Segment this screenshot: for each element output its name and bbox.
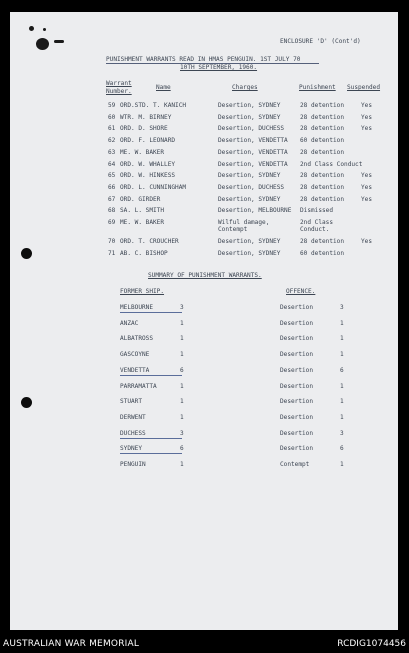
summary-ship: DUCHESS [120, 429, 146, 437]
summary-offence-count: 3 [340, 304, 344, 311]
summary-ship-count: 1 [180, 319, 184, 327]
warrant-charges: Desertion, SYDNEY [218, 172, 281, 180]
summary-offence: Desertion [280, 351, 314, 359]
summary-offence-count: 1 [340, 351, 344, 359]
summary-offence: Desertion [280, 398, 314, 406]
summary-col-ship: FORMER SHIP. [120, 288, 165, 295]
warrant-punishment-cont: Conduct. [300, 226, 330, 233]
ink-underline [120, 453, 182, 454]
warrant-number: 60 [108, 113, 116, 121]
summary-offence: Desertion [280, 366, 314, 374]
warrant-punishment: Dismissed [300, 207, 334, 215]
col-punishment: Punishment [299, 84, 336, 91]
warrant-number: 69 [108, 219, 116, 226]
warrant-name: ORD. L. CUNNINGHAM [120, 183, 187, 191]
warrant-charges: Desertion, VENDETTA [218, 148, 288, 156]
ink-speck [29, 26, 34, 31]
warrant-charges: Desertion, DUCHESS [218, 183, 285, 191]
warrant-charges: Desertion, DUCHESS [218, 125, 285, 133]
ink-underline [120, 438, 182, 439]
summary-offence-count: 1 [340, 461, 344, 468]
warrant-name: AB. C. BISHOP [120, 249, 168, 257]
col-number: Number. [106, 88, 132, 95]
summary-row [10, 430, 398, 438]
warrant-punishment: 2nd Class [300, 219, 334, 226]
footer-source: AUSTRALIAN WAR MEMORIAL [3, 639, 140, 649]
summary-offence-count: 3 [340, 429, 344, 437]
warrant-row [10, 219, 398, 233]
summary-offence: Desertion [280, 445, 314, 453]
enclosure-label: ENCLOSURE 'D' (Cont'd) [280, 38, 361, 45]
ink-underline [120, 375, 182, 376]
footer-record-id: RCDIG1074456 [337, 639, 406, 649]
warrant-number: 68 [108, 207, 116, 215]
document-title-line2: 10TH SEPTEMBER, 1960. [180, 64, 258, 71]
summary-row [10, 445, 398, 453]
summary-ship: MELBOURNE [120, 304, 154, 311]
summary-row [10, 320, 398, 328]
warrant-suspended: Yes [361, 102, 373, 109]
ink-speck [43, 28, 46, 31]
summary-ship: ANZAC [120, 319, 139, 327]
summary-ship: VENDETTA [120, 366, 150, 374]
warrant-row [10, 149, 398, 157]
summary-ship-count: 1 [180, 335, 184, 343]
summary-ship: STUART [120, 398, 143, 406]
col-suspended: Suspended [347, 84, 381, 91]
warrant-row [10, 207, 398, 215]
warrant-number: 64 [108, 160, 116, 168]
summary-ship: PARRAMATTA [120, 382, 157, 390]
warrant-name: ME. W. BAKER [120, 148, 165, 156]
summary-ship-count: 3 [180, 304, 184, 311]
summary-ship: SYDNEY [120, 445, 143, 453]
warrant-punishment: 28 detention [300, 183, 345, 191]
warrant-name: ORD.STD. T. KANICH [120, 102, 187, 109]
warrant-number: 66 [108, 183, 116, 191]
warrant-punishment: 28 detention [300, 172, 345, 180]
warrant-row [10, 125, 398, 133]
summary-row [10, 398, 398, 406]
summary-ship: DERWENT [120, 413, 146, 421]
warrant-charges: Desertion, SYDNEY [218, 238, 281, 245]
warrant-suspended: Yes [361, 113, 373, 121]
summary-ship-count: 6 [180, 445, 184, 453]
summary-offence: Desertion [280, 319, 314, 327]
summary-row [10, 461, 398, 469]
warrant-name: ORD. W. HINKESS [120, 172, 176, 180]
warrant-charges: Desertion, SYDNEY [218, 113, 281, 121]
warrant-name: WTR. M. BIRNEY [120, 113, 172, 121]
warrant-name: ORD. GIRDER [120, 195, 161, 203]
ink-speck [54, 40, 64, 43]
summary-offence: Desertion [280, 304, 314, 311]
warrant-punishment: 28 detention [300, 102, 345, 109]
warrant-number: 65 [108, 172, 116, 180]
warrant-charges: Desertion, SYDNEY [218, 249, 281, 257]
summary-col-offence: OFFENCE. [286, 288, 316, 295]
summary-row [10, 383, 398, 391]
summary-ship: PENGUIN [120, 461, 146, 468]
warrant-punishment: 28 detention [300, 238, 345, 245]
warrant-number: 70 [108, 238, 116, 245]
warrant-name: SA. L. SMITH [120, 207, 165, 215]
warrant-charges: Desertion, SYDNEY [218, 195, 281, 203]
warrant-row [10, 172, 398, 180]
warrant-row [10, 161, 398, 169]
warrant-row [10, 102, 398, 110]
warrant-row [10, 184, 398, 192]
document-page [10, 12, 398, 630]
warrant-name: ORD. T. CROUCHER [120, 238, 179, 245]
summary-offence-count: 1 [340, 413, 344, 421]
warrant-charges: Wilful damage, [218, 219, 270, 226]
warrant-punishment: 28 detention [300, 148, 345, 156]
summary-row [10, 367, 398, 375]
warrant-suspended: Yes [361, 172, 373, 180]
warrant-punishment: 2nd Class Conduct [300, 160, 363, 168]
summary-ship-count: 6 [180, 366, 184, 374]
warrant-number: 62 [108, 137, 116, 145]
summary-row [10, 351, 398, 359]
warrant-row [10, 196, 398, 204]
warrant-charges-cont: Contempt [218, 226, 248, 233]
warrant-row [10, 114, 398, 122]
summary-ship: GASCOYNE [120, 351, 150, 359]
warrant-name: ORD. F. LEONARD [120, 137, 176, 145]
summary-offence-count: 6 [340, 445, 344, 453]
summary-offence: Desertion [280, 429, 314, 437]
warrant-number: 59 [108, 102, 116, 109]
summary-ship-count: 1 [180, 382, 184, 390]
warrant-suspended: Yes [361, 125, 373, 133]
summary-offence: Contempt [280, 461, 310, 468]
warrant-suspended: Yes [361, 195, 373, 203]
summary-offence: Desertion [280, 335, 314, 343]
warrant-charges: Desertion, VENDETTA [218, 137, 288, 145]
summary-row [10, 335, 398, 343]
warrant-name: ORD. W. WHALLEY [120, 160, 176, 168]
summary-offence: Desertion [280, 413, 314, 421]
archive-footer [0, 636, 409, 653]
summary-ship-count: 1 [180, 351, 184, 359]
col-warrant: Warrant [106, 80, 132, 87]
warrant-punishment: 28 detention [300, 113, 345, 121]
warrant-punishment: 60 detention [300, 137, 345, 145]
warrant-number: 71 [108, 249, 116, 257]
ink-underline [120, 312, 182, 313]
col-charges: Charges [232, 84, 258, 91]
warrant-number: 63 [108, 148, 116, 156]
warrant-name: ORD. D. SHORE [120, 125, 168, 133]
warrant-row [10, 238, 398, 246]
warrant-row [10, 137, 398, 145]
warrant-punishment: 60 detention [300, 249, 345, 257]
summary-offence-count: 1 [340, 335, 344, 343]
summary-ship-count: 3 [180, 429, 184, 437]
warrant-suspended: Yes [361, 238, 373, 245]
warrant-punishment: 28 detention [300, 125, 345, 133]
col-name: Name [156, 84, 171, 91]
warrant-charges: Desertion, MELBOURNE [218, 207, 292, 215]
summary-ship: ALBATROSS [120, 335, 154, 343]
summary-offence-count: 1 [340, 382, 344, 390]
summary-ship-count: 1 [180, 461, 184, 468]
warrant-number: 61 [108, 125, 116, 133]
warrant-number: 67 [108, 195, 116, 203]
summary-row [10, 304, 398, 312]
summary-offence-count: 1 [340, 398, 344, 406]
warrant-punishment: 28 detention [300, 195, 345, 203]
summary-offence-count: 6 [340, 366, 344, 374]
summary-ship-count: 1 [180, 413, 184, 421]
summary-title: SUMMARY OF PUNISHMENT WARRANTS. [148, 272, 262, 279]
summary-ship-count: 1 [180, 398, 184, 406]
ink-blot [36, 38, 49, 50]
summary-row [10, 414, 398, 422]
warrant-charges: Desertion, SYDNEY [218, 102, 281, 109]
document-title: PUNISHMENT WARRANTS READ IN HMAS PENGUIN. 1ST JULY 70 [106, 56, 301, 63]
warrant-row [10, 250, 398, 258]
warrant-name: ME. W. BAKER [120, 219, 165, 226]
warrant-charges: Desertion, VENDETTA [218, 160, 288, 168]
summary-offence: Desertion [280, 382, 314, 390]
warrant-suspended: Yes [361, 183, 373, 191]
summary-offence-count: 1 [340, 319, 344, 327]
